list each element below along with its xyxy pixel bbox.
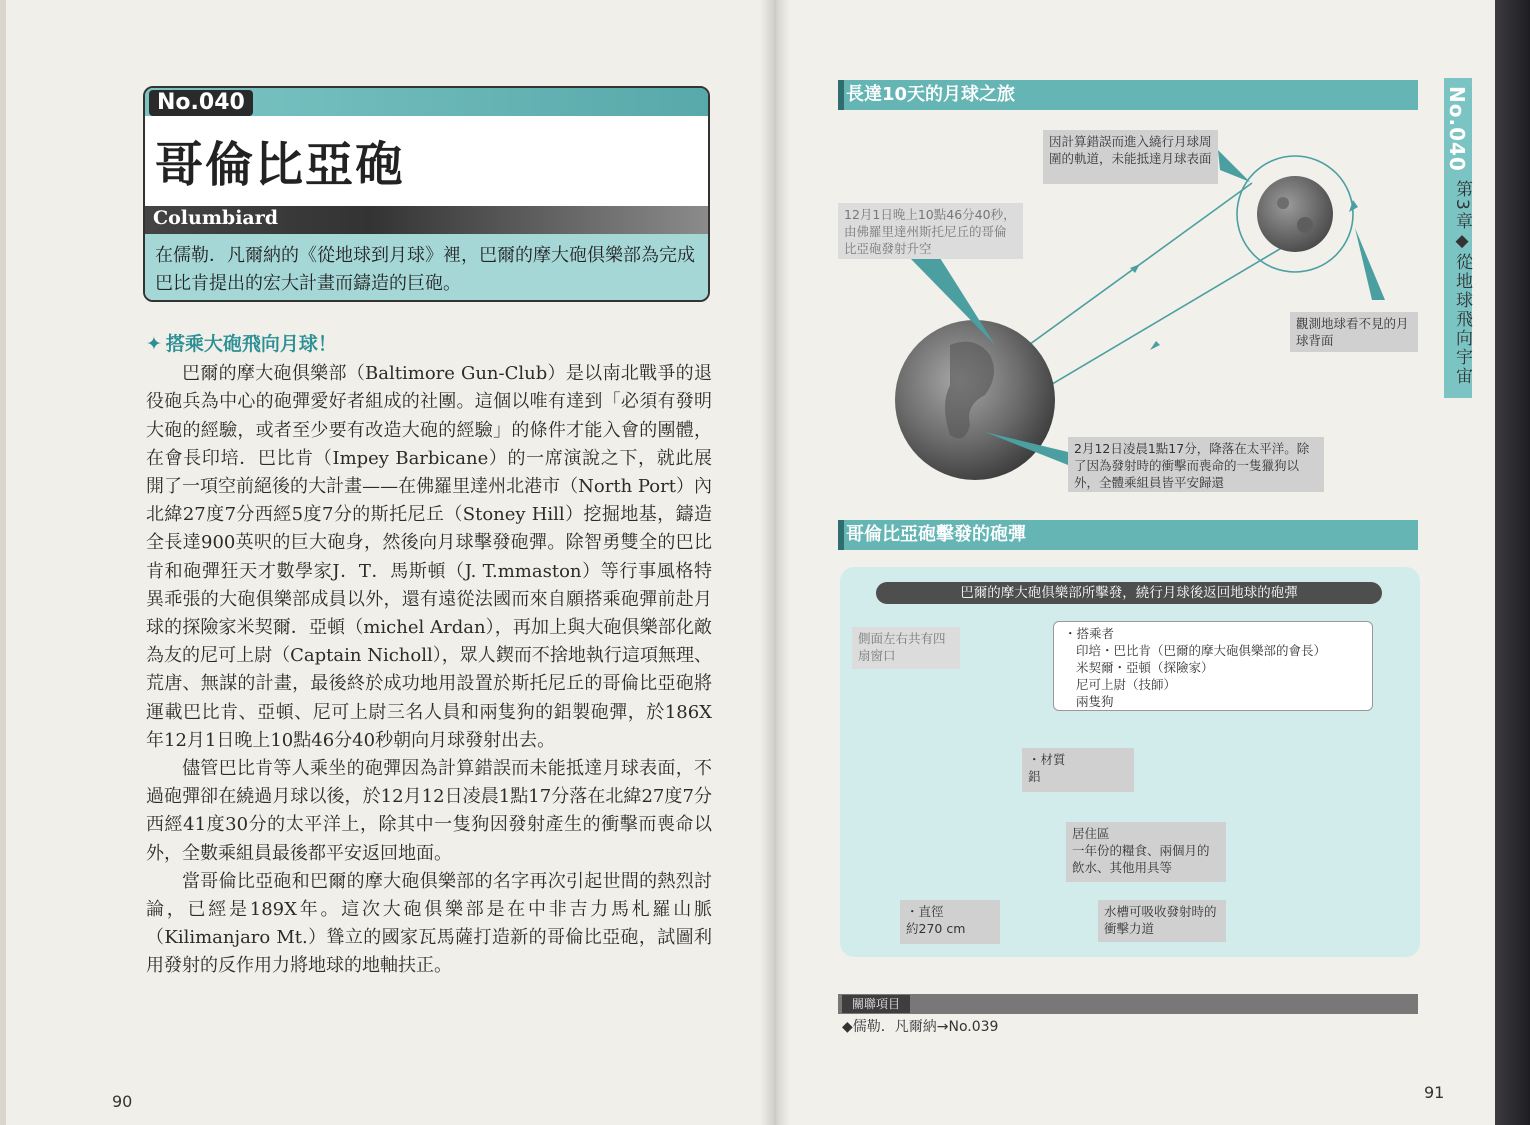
moon-icon <box>1257 176 1333 252</box>
passengers-box <box>1053 621 1373 711</box>
callout-farside: 觀測地球看不見的月球背面 <box>1290 312 1418 352</box>
callout-material: ・材質 鋁 <box>1022 748 1134 792</box>
paragraph-3: 當哥倫比亞砲和巴爾的摩大砲俱樂部的名字再次引起世間的熱烈討論，已經是189X年。這次大砲俱樂部是在中非吉力馬札羅山脈（Kilimanjaro Mt.）聳立的國家瓦馬薩打造新的哥倫比亞砲，試圖利用發射的反作用力將地球的地軸扶正。 <box>146 870 712 977</box>
entry-title: 哥倫比亞砲 <box>155 137 406 193</box>
entry-summary: 在儒勒．凡爾納的《從地球到月球》裡，巴爾的摩大砲俱樂部為完成巴比肯提出的宏大計畫而鑄造的巨砲。 <box>145 234 708 300</box>
pointer-orbit <box>1218 150 1250 182</box>
passengers-heading: ・搭乘者 <box>1064 626 1115 641</box>
side-tab-number: No.040 <box>1445 86 1469 172</box>
callout-tank: 水槽可吸收發射時的衝擊力道 <box>1098 900 1226 942</box>
page-number-right: 91 <box>1424 1083 1445 1102</box>
projectile-panel-title: 巴爾的摩大砲俱樂部所擊發，繞行月球後返回地球的砲彈 <box>876 582 1382 604</box>
section-banner-projectile: 哥倫比亞砲擊發的砲彈 <box>838 520 1418 550</box>
passenger-item: 印培・巴比肯（巴爾的摩大砲俱樂部的會長） <box>1076 643 1327 658</box>
callout-windows: 側面左右共有四扇窗口 <box>852 627 960 669</box>
paragraph-2: 儘管巴比肯等人乘坐的砲彈因為計算錯誤而未能抵達月球表面，不過砲彈卻在繞過月球以後，於12月12日凌晨1點17分落在北緯27度7分西經41度30分的太平洋上，除其中一隻狗因發射產生的衝擊而喪命以外，全數乘組員最後都平安返回地面。 <box>146 758 712 864</box>
callout-diameter: ・直徑 約270 cm <box>900 900 1000 944</box>
entry-number: No.040 <box>149 90 253 116</box>
callout-living: 居住區 一年份的糧食、兩個月的飲水、其他用具等 <box>1066 822 1226 882</box>
diamond-icon: ✦ <box>146 333 162 355</box>
callout-launch: 12月1日晚上10點46分40秒，由佛羅里達州斯托尼丘的哥倫比亞砲發射升空 <box>838 203 1023 259</box>
callout-landing: 2月12日凌晨1點17分，降落在太平洋。除了因為發射時的衝擊而喪命的一隻獵狗以外，全體乘組員皆平安歸還 <box>1068 437 1324 492</box>
callout-orbit: 因計算錯誤而進入繞行月球周圍的軌道，未能抵達月球表面 <box>1043 130 1218 184</box>
section-banner-moon-trip: 長達10天的月球之旅 <box>838 80 1418 110</box>
paragraph-1: 巴爾的摩大砲俱樂部（Baltimore Gun-Club）是以南北戰爭的退役砲兵為中心的砲彈愛好者組成的社團。這個以唯有達到「必須有發明大砲的經驗，或者至少要有改造大砲的經驗」的條件才能入會的團體，在會長印培．巴比肯（Impey Barbicane）的一席演說之下，就此展開了一項空前絕後的大計畫——在佛羅里達州北港市（North Port）內北緯27度7分西經5度7分的斯托尼丘（Stoney Hill）挖掘地基，鑄造全長達900英呎的巨大砲身，然後向月球擊發砲彈。除智勇雙全的巴比肯和砲彈狂天才數學家J．T．馬斯頓（J. T.mmaston）等行事風格特異乖張的大砲俱樂部成員以外，還有遠從法國而來自願搭乘砲彈前赴月球的探險家米契爾．亞頓（michel Ardan），再加上與大砲俱樂部化敵為友的尼可上尉（Captain Nicholl），眾人鍥而不捨地執行這項無理、荒唐、無謀的計畫，最後終於成功地用設置於斯托尼丘的哥倫比亞砲將運載巴比肯、亞頓、尼可上尉三名人員和兩隻狗的鋁製砲彈，於186X年12月1日晚上10點46分40秒朝向月球發射出去。 <box>146 363 712 751</box>
side-tab-chapter: 第3章◆從地球飛向宇宙 <box>1452 180 1472 386</box>
moon-crater <box>1297 217 1313 233</box>
section-heading-text: 搭乘大砲飛向月球！ <box>165 333 337 355</box>
passenger-item: 兩隻狗 <box>1076 694 1114 709</box>
related-link-verne[interactable]: ◆儒勒．凡爾納→No.039 <box>842 1019 999 1035</box>
passenger-item: 尼可上尉（技師） <box>1076 677 1177 692</box>
english-title: Columbiard <box>153 207 279 229</box>
pointer-farside <box>1355 228 1385 300</box>
page-number-left: 90 <box>112 1092 133 1111</box>
related-items-label: 關聯項目 <box>842 995 910 1013</box>
related-items-bar <box>838 994 1418 1014</box>
passenger-item: 米契爾・亞頓（探險家） <box>1076 660 1214 675</box>
moon-crater <box>1277 197 1289 209</box>
